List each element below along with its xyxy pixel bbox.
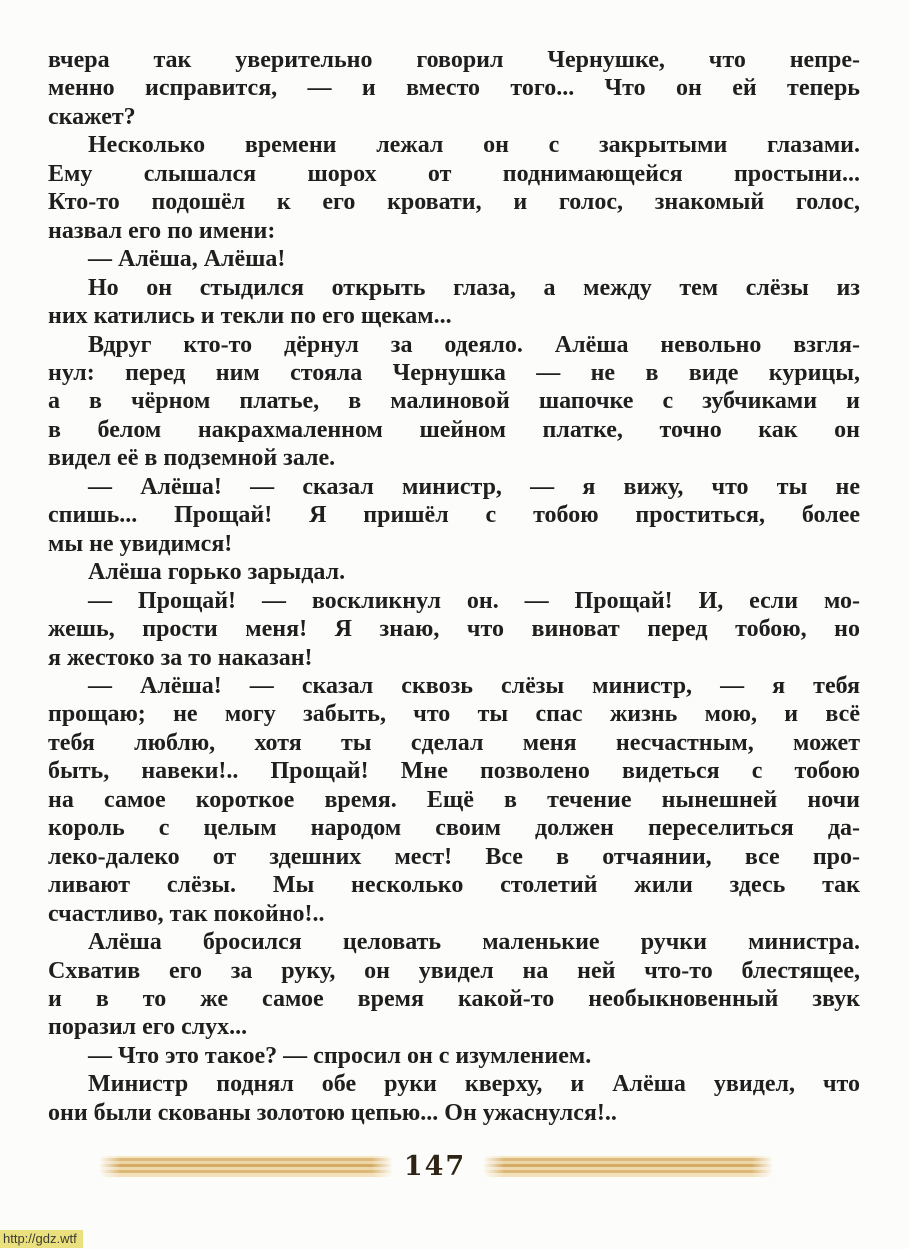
text-line: — Алёша, Алёша!	[88, 246, 286, 273]
text-line: них катились и текли по его щекам...	[48, 303, 452, 330]
text-line: Кто-то подошёл к его кровати, и голос, знакомый голос,	[48, 189, 860, 216]
text-line: вчера так уверительно говорил Чернушке, что непре-	[48, 47, 860, 73]
text-line: Ему слышался шорох от поднимающейся простыни...	[48, 160, 860, 187]
text-line: ливают слёзы. Мы несколько столетий жили здесь так	[48, 872, 860, 899]
text-line: менно исправится, — и вместо того... Что он ей теперь	[48, 75, 860, 102]
text-line: Алёша бросился целовать маленькие ручки министра.	[88, 929, 860, 956]
text-line: нул: перед ним стояла Чернушка — не в виде курицы,	[48, 359, 860, 386]
text-line: они были скованы золотою цепью... Он ужаснулся!..	[48, 1099, 617, 1126]
text-line: на самое короткое время. Ещё в течение нынешней ночи	[48, 786, 860, 813]
text-line: — Алёша! — сказал сквозь слёзы министр, — я тебя	[88, 672, 860, 699]
text-line: Несколько времени лежал он с закрытыми глазами.	[88, 132, 860, 159]
text-line: прощаю; не могу забыть, что ты спас жизнь мою, и всё	[48, 701, 860, 728]
text-line: Схватив его за руку, он увидел на ней что-то блестящее,	[48, 957, 860, 984]
text-line: Алёша горько зарыдал.	[88, 559, 346, 586]
text-line: поразил его слух...	[48, 1014, 248, 1041]
text-line: — Прощай! — воскликнул он. — Прощай! И, если мо-	[88, 587, 860, 614]
text-line: спишь... Прощай! Я пришёл с тобою проститься, более	[48, 502, 860, 529]
text-line: мы не увидимся!	[48, 530, 233, 557]
text-line: счастливо, так покойно!..	[48, 900, 325, 927]
text-line: — Алёша! — сказал министр, — я вижу, что ты не	[88, 473, 860, 500]
page-number: 147	[403, 1151, 467, 1182]
text-line: назвал его по имени:	[48, 217, 276, 244]
decorative-rule-left	[100, 1156, 392, 1177]
text-line: — Что это такое? — спросил он с изумлением.	[88, 1042, 592, 1069]
text-line: я жестоко за то наказан!	[48, 644, 313, 671]
text-line: Министр поднял обе руки кверху, и Алёша увидел, что	[88, 1071, 860, 1098]
text-line: жешь, прости меня! Я знаю, что виноват перед тобою, но	[48, 616, 860, 643]
text-line: леко-далеко от здешних мест! Все в отчаянии, все про-	[48, 843, 860, 870]
text-line: и в то же самое время какой-то необыкновенный звук	[48, 985, 860, 1012]
decorative-rule-right	[484, 1156, 772, 1177]
text-line: видел её в подземной зале.	[48, 445, 336, 472]
text-line: Вдруг кто-то дёрнул за одеяло. Алёша невольно взгля-	[88, 331, 860, 358]
text-line: тебя люблю, хотя ты сделал меня несчастным, может	[48, 729, 860, 756]
text-line: король с целым народом своим должен переселиться да-	[48, 815, 860, 842]
text-line: а в чёрном платье, в малиновой шапочке с зубчиками и	[48, 388, 860, 415]
text-line: быть, навеки!.. Прощай! Мне позволено видеться с тобою	[48, 758, 860, 785]
watermark-url: http://gdz.wtf	[0, 1230, 83, 1248]
text-line: в белом накрахмаленном шейном платке, точно как он	[48, 416, 860, 443]
body-text	[48, 46, 860, 1127]
text-line: Но он стыдился открыть глаза, а между тем слёзы из	[88, 274, 860, 301]
text-line: скажет?	[48, 103, 136, 130]
